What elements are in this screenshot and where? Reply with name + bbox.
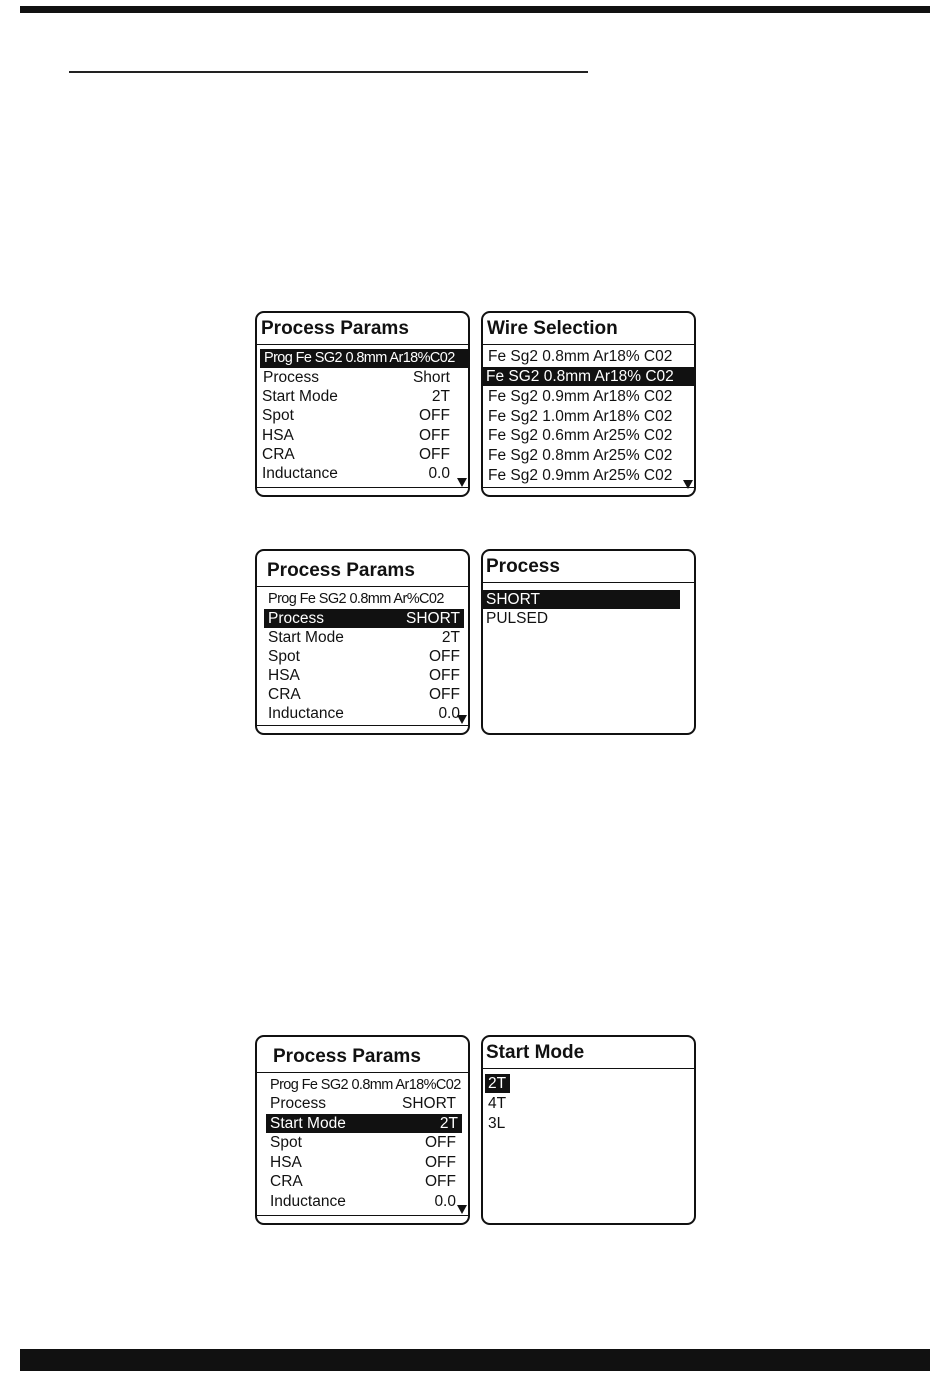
- program-label: Prog Fe SG2 0.8mm Ar%C02: [268, 591, 444, 607]
- param-value: OFF: [425, 1134, 456, 1151]
- param-row-spot[interactable]: [266, 1133, 460, 1152]
- param-value: 0.0: [434, 1193, 456, 1210]
- param-label: CRA: [268, 686, 301, 703]
- process-params-screen-1: [255, 311, 470, 497]
- process-option[interactable]: PULSED: [486, 610, 549, 627]
- wire-item[interactable]: Fe Sg2 1.0mm Ar18% C02: [488, 408, 673, 425]
- process-params-screen-3: [255, 1035, 470, 1225]
- param-value: OFF: [429, 686, 460, 703]
- start-mode-option-selected[interactable]: 2T: [485, 1074, 510, 1093]
- screen-bottom-rule: [483, 487, 694, 489]
- param-row-start-mode[interactable]: [258, 387, 454, 406]
- param-row-inductance[interactable]: [266, 1192, 460, 1211]
- screen-title: Wire Selection: [483, 313, 694, 345]
- start-mode-option[interactable]: 3L: [488, 1115, 506, 1132]
- param-value: SHORT: [406, 610, 460, 627]
- param-value: 2T: [431, 388, 450, 405]
- param-value: OFF: [419, 427, 450, 444]
- process-select-screen: [481, 549, 696, 735]
- param-value: OFF: [419, 407, 450, 424]
- screen-title: Process Params: [257, 1041, 468, 1073]
- param-label: Process: [263, 369, 319, 386]
- param-row-cra[interactable]: [266, 1172, 460, 1191]
- screen-title: Start Mode: [483, 1037, 694, 1069]
- param-row-spot[interactable]: [264, 647, 464, 666]
- screen-title: Process Params: [257, 313, 468, 345]
- program-label: Prog Fe SG2 0.8mm Ar18%C02: [270, 1077, 461, 1093]
- param-label: CRA: [262, 446, 295, 463]
- param-label: Inductance: [268, 705, 344, 722]
- process-params-screen-2: [255, 549, 470, 735]
- wire-item[interactable]: Fe Sg2 0.6mm Ar25% C02: [488, 427, 673, 444]
- param-row-process[interactable]: [264, 609, 464, 628]
- param-value: SHORT: [402, 1095, 456, 1112]
- process-option-selected[interactable]: SHORT: [483, 590, 680, 609]
- param-row-hsa[interactable]: [266, 1153, 460, 1172]
- param-value: OFF: [429, 648, 460, 665]
- title-underline: [69, 71, 588, 73]
- program-row[interactable]: [265, 590, 468, 609]
- param-row-spot[interactable]: [258, 406, 454, 425]
- param-value: 0.0: [428, 465, 450, 482]
- screen-bottom-rule: [257, 1215, 468, 1217]
- bottom-bar: [20, 1349, 930, 1371]
- param-row-start-mode[interactable]: [264, 628, 464, 647]
- param-value: OFF: [425, 1154, 456, 1171]
- top-bar: [20, 6, 930, 13]
- screen-title: Process Params: [257, 555, 468, 587]
- screen-bottom-rule: [257, 725, 468, 727]
- param-row-inductance[interactable]: [264, 704, 464, 723]
- wire-item[interactable]: Fe Sg2 0.9mm Ar25% C02: [488, 467, 673, 484]
- screen-title: Process: [483, 551, 694, 583]
- param-value: OFF: [429, 667, 460, 684]
- param-label: Process: [268, 610, 324, 627]
- program-row[interactable]: [267, 1076, 468, 1095]
- param-value: OFF: [419, 446, 450, 463]
- param-row-process[interactable]: [266, 1094, 460, 1113]
- param-label: HSA: [262, 427, 294, 444]
- param-label: HSA: [268, 667, 300, 684]
- screen-bottom-rule: [257, 487, 468, 489]
- param-label: Spot: [270, 1134, 302, 1151]
- wire-selection-screen: [481, 311, 696, 497]
- param-label: Spot: [262, 407, 294, 424]
- param-label: Inductance: [262, 465, 338, 482]
- program-label: Prog Fe SG2 0.8mm Ar18%C02: [264, 350, 455, 366]
- wire-item[interactable]: Fe Sg2 0.8mm Ar18% C02: [488, 348, 673, 365]
- param-label: Inductance: [270, 1193, 346, 1210]
- param-label: Start Mode: [268, 629, 344, 646]
- param-value: 2T: [439, 1115, 458, 1132]
- wire-item[interactable]: Fe Sg2 0.8mm Ar25% C02: [488, 447, 673, 464]
- param-row-hsa[interactable]: [264, 666, 464, 685]
- param-label: CRA: [270, 1173, 303, 1190]
- param-row-start-mode[interactable]: [266, 1114, 462, 1133]
- param-row-hsa[interactable]: [258, 426, 454, 445]
- param-label: Start Mode: [262, 388, 338, 405]
- param-row-process[interactable]: [259, 368, 454, 387]
- param-row-cra[interactable]: [258, 445, 454, 464]
- start-mode-option[interactable]: 4T: [488, 1095, 507, 1112]
- param-row-cra[interactable]: [264, 685, 464, 704]
- wire-item-selected[interactable]: Fe SG2 0.8mm Ar18% C02: [483, 367, 694, 386]
- param-value: 0.0: [438, 705, 460, 722]
- program-row[interactable]: [260, 349, 468, 368]
- param-label: Process: [270, 1095, 326, 1112]
- param-label: Spot: [268, 648, 300, 665]
- start-mode-select-screen: [481, 1035, 696, 1225]
- param-value: 2T: [441, 629, 460, 646]
- param-label: HSA: [270, 1154, 302, 1171]
- wire-item[interactable]: Fe Sg2 0.9mm Ar18% C02: [488, 388, 673, 405]
- param-value: Short: [412, 369, 450, 386]
- scroll-down-arrow-icon[interactable]: [457, 1205, 467, 1214]
- param-value: OFF: [425, 1173, 456, 1190]
- scroll-down-arrow-icon[interactable]: [457, 715, 467, 724]
- param-row-inductance[interactable]: [258, 464, 454, 483]
- param-label: Start Mode: [270, 1115, 346, 1132]
